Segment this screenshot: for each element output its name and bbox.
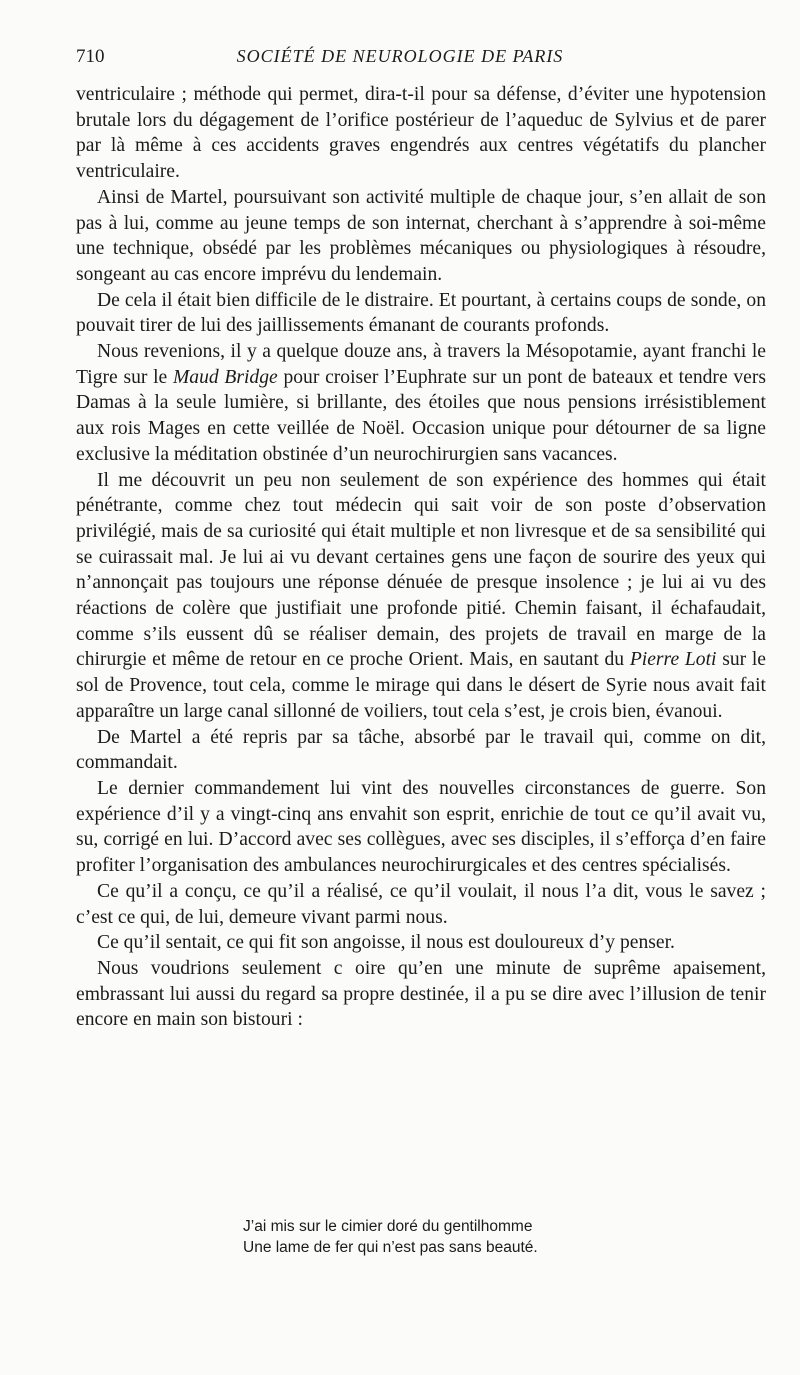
paragraph: Ainsi de Martel, poursuivant son activité multiple de chaque jour, s’en allait de son pas à lui, comme au jeune temps de son internat, cherchant à s’apprendre à soi-même une technique, obsédé par les problèmes mécaniques ou physiologiques à résoudre, songeant au cas encore imprévu du lendemain. — [76, 186, 766, 285]
paragraph-text: Il me découvrit un peu non seulement de son expérience des hommes qui était pénétrante, comme chez tout médecin qui sait voir de son poste d’observation privilégié, mais de sa curiosité qui était multiple et non livresque et de sa sensibilité qui se cuirassait mal. Je lui ai vu devant certaines gens une façon de sourire des yeux qui n’annonçait pas toujours une réponse dénuée de presque insolence ; je lui ai vu des réactions de colère que justifiait une profonde pitié. Chemin faisant, il échafaudait, comme s’ils eussent dû se réaliser demain, des projets de travail en marge de la chirurgie et même de retour en ce proche Orient. Mais, en sautant du — [76, 469, 766, 671]
paragraph: De cela il était bien difficile de le distraire. Et pourtant, à certains coups de sonde, on pouvait tirer de lui des jaillissements émanant de courants profonds. — [76, 289, 766, 337]
page-number: 710 — [76, 46, 105, 67]
ship-name-italic: Maud Bridge — [172, 366, 278, 388]
paragraph — [76, 339, 766, 468]
verse-quote — [243, 1216, 663, 1258]
page-header — [0, 46, 800, 76]
paragraph: Le dernier commandement lui vint des nouvelles circonstances de guerre. Son expérience d’il y a vingt-cinq ans envahit son esprit, enrichie de tout ce qu’il avait vu, su, corrigé en lui. D’accord avec ses collègues, avec ses disciples, il s’efforça d’en faire profiter l’organisation des ambulances neurochirurgicales et des centres spécialisés. — [76, 777, 766, 877]
ship-name-italic: Pierre Loti — [629, 649, 717, 671]
paragraph: Nous voudrions seulement c oire qu’en une minute de suprême apaisement, embrassant lui aussi du regard sa propre destinée, il a pu se dire avec l’illusion de tenir encore en main son bistouri : — [76, 957, 766, 1031]
verse-line: Une lame de fer qui n’est pas sans beauté. — [243, 1239, 538, 1256]
paragraph-text: sur le sol de Provence, tout cela, comme le mirage qui dans le désert de Syrie nous avait fait apparaître un large canal sillonné de voiliers, tout cela s’est, je crois bien, évanoui. — [76, 649, 766, 722]
verse-line: J’ai mis sur le cimier doré du gentilhomme — [243, 1218, 533, 1235]
running-title: SOCIÉTÉ DE NEUROLOGIE DE PARIS — [236, 46, 564, 66]
paragraph — [76, 468, 766, 725]
paragraph-text: pour croiser l’Euphrate sur un pont de bateaux et tendre vers Damas à la seule lumière, si brillante, des étoiles que nous pensions irrésistiblement aux rois Mages en cette veillée de Noël. Occasion unique pour détourner de sa ligne exclusive la méditation obstinée d’un neurochirurgien sans vacances. — [76, 366, 766, 465]
paragraph: ventriculaire ; méthode qui permet, dira-t-il pour sa défense, d’éviter une hypotension brutale lors du dégagement de l’orifice postérieur de l’aqueduc de Sylvius et de parer par là même à ces accidents graves engendrés aux centres végétatifs du plancher ventriculaire. — [76, 84, 766, 183]
body-text — [76, 82, 766, 1033]
paragraph: De Martel a été repris par sa tâche, absorbé par le travail qui, comme on dit, commandait. — [76, 726, 766, 774]
paragraph: Ce qu’il sentait, ce qui fit son angoisse, il nous est douloureux d’y penser. — [97, 932, 675, 954]
paragraph: Ce qu’il a conçu, ce qu’il a réalisé, ce qu’il voulait, il nous l’a dit, vous le savez ; c’est ce qui, de lui, demeure vivant parmi nous. — [76, 880, 766, 928]
paragraph-text: Nous revenions, il y a quelque douze ans, à travers la Mésopotamie, ayant franchi le Tigre sur le — [76, 341, 766, 388]
